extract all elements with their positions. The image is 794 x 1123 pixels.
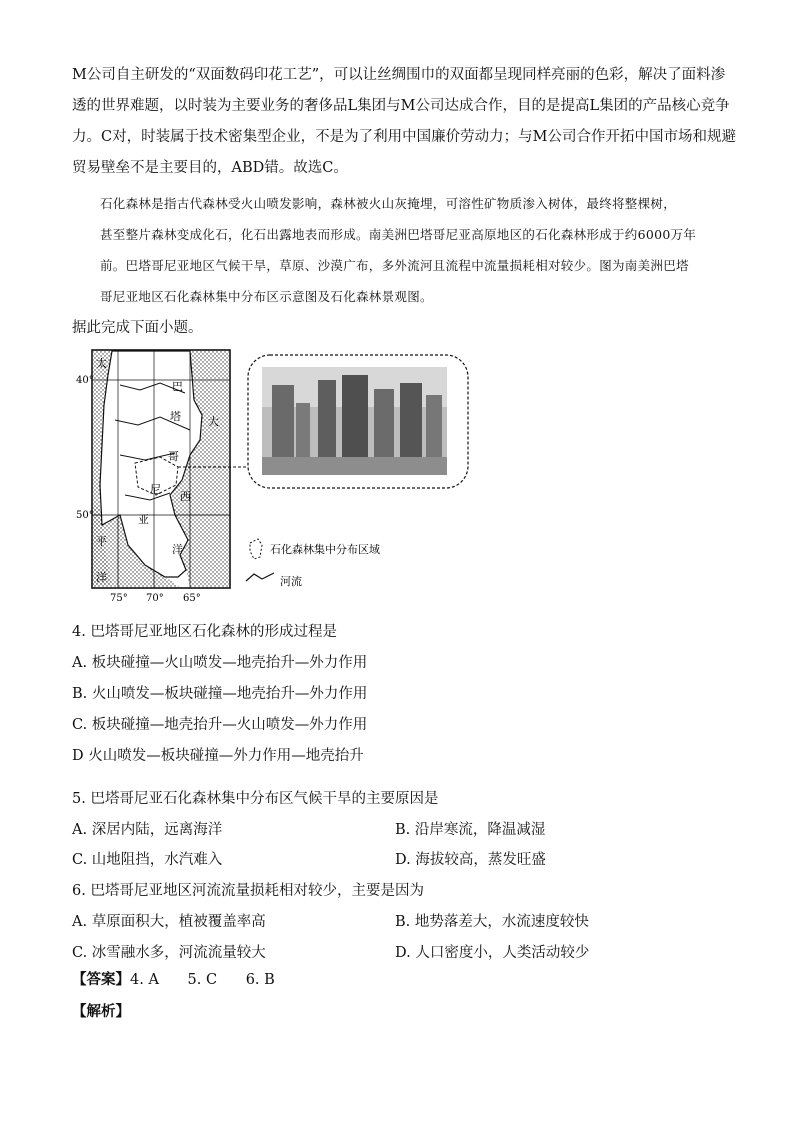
answer-item: 5. C xyxy=(187,972,218,988)
question-stem: 巴塔哥尼亚石化森林集中分布区气候干旱的主要原因是 xyxy=(90,791,439,807)
option-key: B. xyxy=(395,822,411,838)
option-text: 深居内陆，远离海洋 xyxy=(91,822,223,838)
legend xyxy=(246,539,380,588)
option-key: B. xyxy=(395,914,411,930)
option[interactable] xyxy=(395,910,589,931)
option-key: A. xyxy=(72,655,88,671)
petrified-forest-photo xyxy=(262,367,447,475)
question-number: 5. xyxy=(72,791,86,807)
option[interactable] xyxy=(72,682,367,703)
text-line: 贸易壁垒不是主要目的，ABD错。故选C。 xyxy=(72,160,348,176)
answer-line xyxy=(72,968,299,989)
option[interactable] xyxy=(395,848,546,869)
legend-label: 石化森林集中分布区域 xyxy=(270,543,380,556)
option[interactable] xyxy=(72,651,367,672)
option[interactable] xyxy=(395,818,545,839)
text-line: 透的世界难题，以时装为主要业务的奢侈品L集团与M公司达成合作，目的是提高L集团的产品核心竞争 xyxy=(72,98,730,114)
option[interactable] xyxy=(72,941,266,962)
option-key: A. xyxy=(72,822,88,838)
ocean-char: 洋 xyxy=(96,571,107,584)
option-key: B. xyxy=(72,686,88,702)
text-line: 前。巴塔哥尼亚地区气候干旱，草原、沙漠广布，多外流河且流程中流量损耗相对较少。图为南美洲巴塔 xyxy=(100,258,689,273)
option-key: D xyxy=(72,748,84,764)
option-text: 板块碰撞—火山喷发—地壳抬升—外力作用 xyxy=(91,655,368,671)
intro-paragraph xyxy=(72,60,736,184)
question-stem: 巴塔哥尼亚地区河流流量损耗相对较少，主要是因为 xyxy=(90,883,424,899)
analysis-label: 【解析】 xyxy=(72,1003,130,1020)
region-char: 尼 xyxy=(150,483,161,496)
question-6 xyxy=(72,879,424,900)
lat-label: 50° xyxy=(76,510,94,521)
option[interactable] xyxy=(72,848,222,869)
lon-label: 65° xyxy=(183,593,201,604)
instruction: 据此完成下面小题。 xyxy=(72,320,203,336)
text-line: 甚至整片森林变成化石，化石出露地表而形成。南美洲巴塔哥尼亚高原地区的石化森林形成于约6000万年 xyxy=(100,227,697,242)
option-text: 地势落差大，水流速度较快 xyxy=(414,914,589,930)
answer-item: 4. A xyxy=(130,972,159,988)
question-5 xyxy=(72,787,438,808)
option-text: 山地阻挡，水汽难入 xyxy=(91,852,223,868)
question-number: 6. xyxy=(72,883,86,899)
lon-label: 70° xyxy=(146,593,164,604)
option-key: D. xyxy=(395,852,411,868)
ocean-char: 太 xyxy=(96,357,107,370)
text-line: 哥尼亚地区石化森林集中分布区示意图及石化森林景观图。 xyxy=(100,289,433,304)
ocean-char: 洋 xyxy=(172,543,183,556)
question-4 xyxy=(72,620,337,641)
option[interactable] xyxy=(72,744,364,765)
option-text: 火山喷发—板块碰撞—外力作用—地壳抬升 xyxy=(88,748,364,764)
region-char: 塔 xyxy=(170,410,181,423)
ocean-char: 大 xyxy=(208,415,219,428)
option-text: 人口密度小，人类活动较少 xyxy=(415,945,590,961)
option-text: 板块碰撞—地壳抬升—火山喷发—外力作用 xyxy=(91,717,368,733)
legend-river-symbol xyxy=(246,573,274,581)
option-text: 冰雪融水多，河流流量较大 xyxy=(91,945,266,961)
map-svg xyxy=(76,345,480,610)
text-line: 力。C对，时装属于技术密集型企业，不是为了利用中国廉价劳动力；与M公司合作开拓中国市场和规避 xyxy=(72,129,736,145)
option[interactable] xyxy=(72,818,222,839)
option-text: 火山喷发—板块碰撞—地壳抬升—外力作用 xyxy=(91,686,368,702)
answer-label: 【答案】 xyxy=(72,971,130,988)
legend-label: 河流 xyxy=(280,575,302,588)
option-text: 沿岸寒流，降温减湿 xyxy=(414,822,546,838)
option-key: D. xyxy=(395,945,411,961)
option-key: C. xyxy=(72,717,88,733)
lon-label: 75° xyxy=(110,593,128,604)
question-number: 4. xyxy=(72,624,86,640)
material-paragraph xyxy=(100,188,732,312)
answer-item: 6. B xyxy=(245,972,275,988)
text-line: M公司自主研发的“双面数码印花工艺”，可以让丝绸围巾的双面都呈现同样亮丽的色彩，解决了面料渗 xyxy=(72,67,726,83)
option-key: C. xyxy=(72,945,88,961)
option[interactable] xyxy=(72,910,266,931)
option-text: 草原面积大，植被覆盖率高 xyxy=(91,914,266,930)
ocean-char: 平 xyxy=(96,535,107,548)
region-char: 哥 xyxy=(168,450,179,463)
question-stem: 巴塔哥尼亚地区石化森林的形成过程是 xyxy=(90,624,337,640)
lat-label: 40° xyxy=(76,375,94,386)
option[interactable] xyxy=(72,713,367,734)
map-figure xyxy=(76,345,480,610)
option-text: 海拔较高，蒸发旺盛 xyxy=(415,852,546,868)
option-key: A. xyxy=(72,914,88,930)
option-key: C. xyxy=(72,852,88,868)
region-char: 亚 xyxy=(138,513,149,526)
legend-area-symbol xyxy=(250,539,262,559)
option[interactable] xyxy=(395,941,589,962)
region-char: 巴 xyxy=(172,380,183,393)
text-line: 石化森林是指古代森林受火山喷发影响，森林被火山灰掩埋，可溶性矿物质渗入树体，最终将整棵树， xyxy=(100,196,677,211)
ocean-char: 西 xyxy=(180,490,191,503)
